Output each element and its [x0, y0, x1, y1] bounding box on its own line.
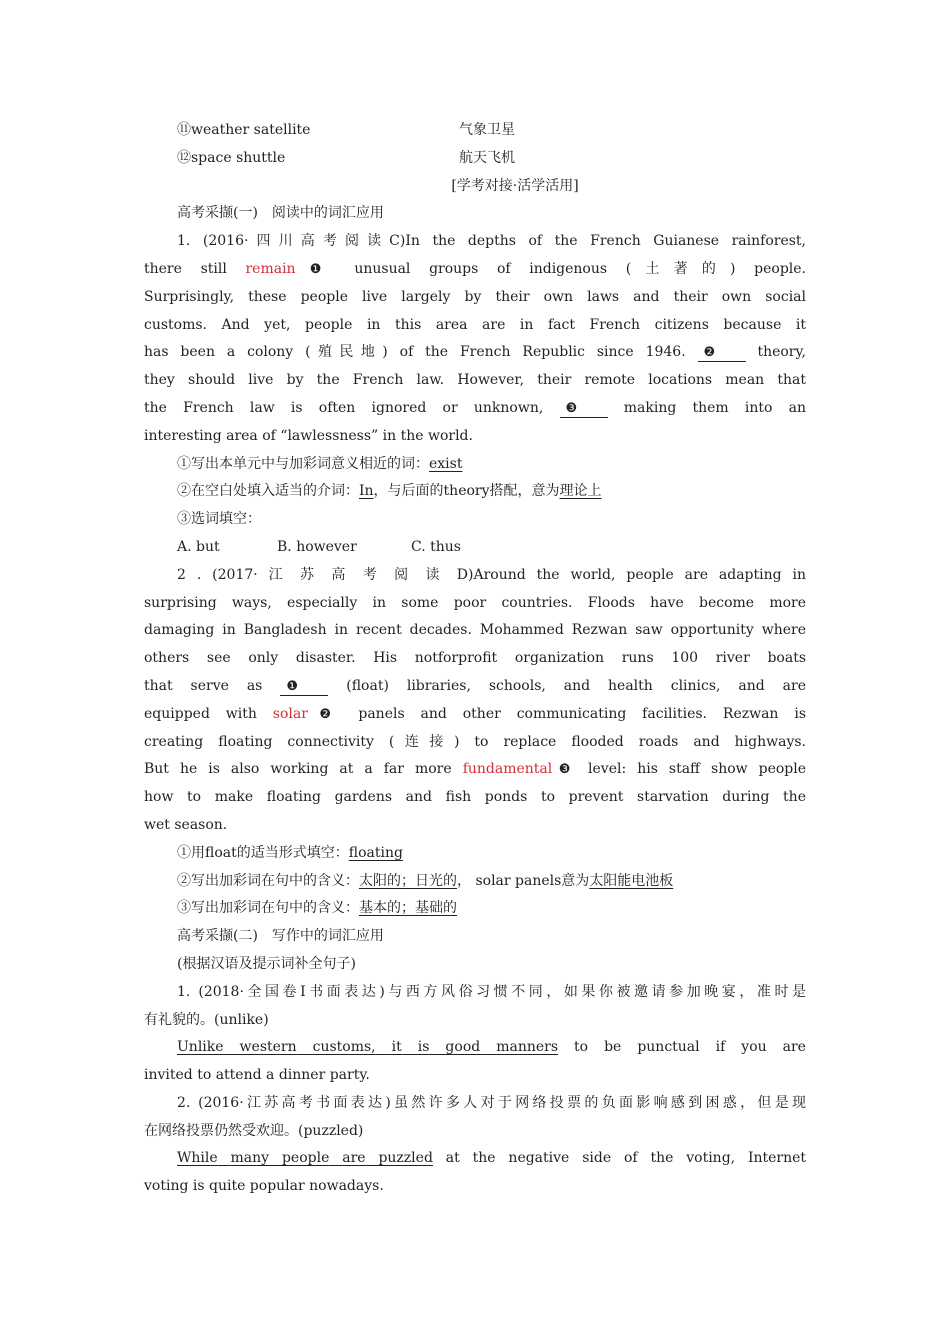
- sub-question: ③选词填空：: [177, 511, 261, 528]
- passage-line: 1. (2016·四川高考阅读C)In the depths of the French Guianese rainforest,: [177, 233, 806, 250]
- answer: exist: [429, 455, 463, 472]
- passage-line: creating floating connectivity (连接) to replace flooded roads and highways.: [144, 733, 806, 750]
- passage-line: others see only disaster. His notforprofit organization runs 100 river boats: [144, 650, 806, 667]
- highlighted-word: remain❶: [245, 260, 336, 277]
- passage-line: But he is also working at a far more fundamental❸ level: his staff show people: [144, 761, 806, 778]
- sub-question: ③写出加彩词在句中的含义：基本的；基础的: [177, 900, 457, 917]
- part1-heading: 高考采撷(一) 阅读中的词汇应用: [177, 205, 384, 222]
- document-page: [144, 117, 806, 1201]
- sub-question: ②写出加彩词在句中的含义：太阳的；日光的， solar panels意为太阳能电池板: [177, 872, 674, 889]
- passage-line: equipped with solar❷ panels and other communicating facilities. Rezwan is: [144, 705, 806, 722]
- answer: 太阳的；日光的: [359, 872, 457, 889]
- answer-line: invited to attend a dinner party.: [144, 1067, 370, 1084]
- answer-line: While many people are puzzled at the negative side of the voting, Internet: [177, 1150, 806, 1167]
- question-line: 在网络投票仍然受欢迎。(puzzled): [144, 1122, 364, 1139]
- answer-line: Unlike western customs, it is good manners to be punctual if you are: [177, 1039, 806, 1056]
- answer: Unlike western customs, it is good manners: [177, 1039, 559, 1056]
- passage-line: that serve as ❶ (float) libraries, schools, and health clinics, and are: [144, 677, 806, 694]
- answer: 太阳能电池板: [589, 872, 674, 889]
- answer: In: [359, 483, 374, 500]
- passage-line: the French law is often ignored or unknown, ❸ making them into an: [144, 399, 806, 416]
- answer: While many people are puzzled: [177, 1150, 433, 1167]
- vocab-item: [144, 117, 806, 145]
- vocab-chinese: 气象卫星: [459, 122, 515, 138]
- part2-heading: 高考采撷(二) 写作中的词汇应用: [177, 928, 384, 945]
- passage-line: there still remain❶ unusual groups of indigenous (土著的) people.: [144, 260, 806, 277]
- passage-line: they should live by the French law. However, their remote locations mean that: [144, 372, 806, 389]
- passage-line: surprising ways, especially in some poor countries. Floods have become more: [144, 594, 806, 611]
- passage-line: how to make floating gardens and fish ponds to prevent starvation during the: [144, 789, 806, 806]
- choice-option: C. thus: [411, 538, 461, 555]
- answer-line: voting is quite popular nowadays.: [144, 1178, 384, 1195]
- vocab-item: [144, 145, 806, 173]
- highlighted-word: solar❷: [272, 705, 343, 722]
- sub-question: ①写出本单元中与加彩词意义相近的词：exist: [177, 455, 463, 472]
- passage-line: damaging in Bangladesh in recent decades. Mohammed Rezwan saw opportunity where: [144, 622, 806, 639]
- answer: 理论上: [559, 483, 602, 500]
- passage-line: Surprisingly, these people live largely by their own laws and their own social: [144, 288, 806, 305]
- sub-question: ②在空白处填入适当的介词：In，与后面的theory搭配，意为理论上: [177, 483, 602, 500]
- vocab-english: ⑫space shuttle: [177, 149, 286, 166]
- vocab-english: ⑪weather satellite: [177, 122, 311, 138]
- answer: 基本的；基础的: [359, 900, 457, 917]
- passage-line: 2 . (2017· 江 苏 高 考 阅 读 D)Around the world, people are adapting in: [177, 566, 806, 583]
- question-line: 有礼貌的。(unlike): [144, 1011, 269, 1028]
- answer: floating: [348, 844, 403, 861]
- answer-blank[interactable]: ❸: [560, 400, 608, 418]
- section-title: [学考对接·活学活用]: [451, 177, 579, 194]
- choice-option: B. however: [277, 538, 357, 555]
- question-line: 1. (2018·全国卷Ⅰ书面表达)与西方风俗习惯不同，如果你被邀请参加晚宴，准时是: [177, 983, 806, 1000]
- choice-list: [144, 534, 806, 562]
- passage-line: customs. And yet, people in this area are in fact French citizens because it: [144, 316, 806, 333]
- question-line: 2. (2016·江苏高考书面表达)虽然许多人对于网络投票的负面影响感到困惑，但是现: [177, 1094, 806, 1111]
- answer-blank[interactable]: ❷: [698, 344, 746, 362]
- passage-line: has been a colony (殖民地) of the French Republic since 1946. ❷ theory,: [144, 344, 806, 361]
- passage-line: interesting area of “lawlessness” in the world.: [144, 427, 473, 444]
- answer-blank[interactable]: ❶: [280, 678, 328, 696]
- part2-note: (根据汉语及提示词补全句子): [177, 955, 356, 972]
- choice-option: A. but: [177, 538, 220, 555]
- sub-question: ①用float的适当形式填空：floating: [177, 844, 403, 861]
- highlighted-word: fundamental❸: [462, 761, 578, 778]
- passage-line: wet season.: [144, 816, 228, 833]
- vocab-chinese: 航天飞机: [459, 149, 515, 166]
